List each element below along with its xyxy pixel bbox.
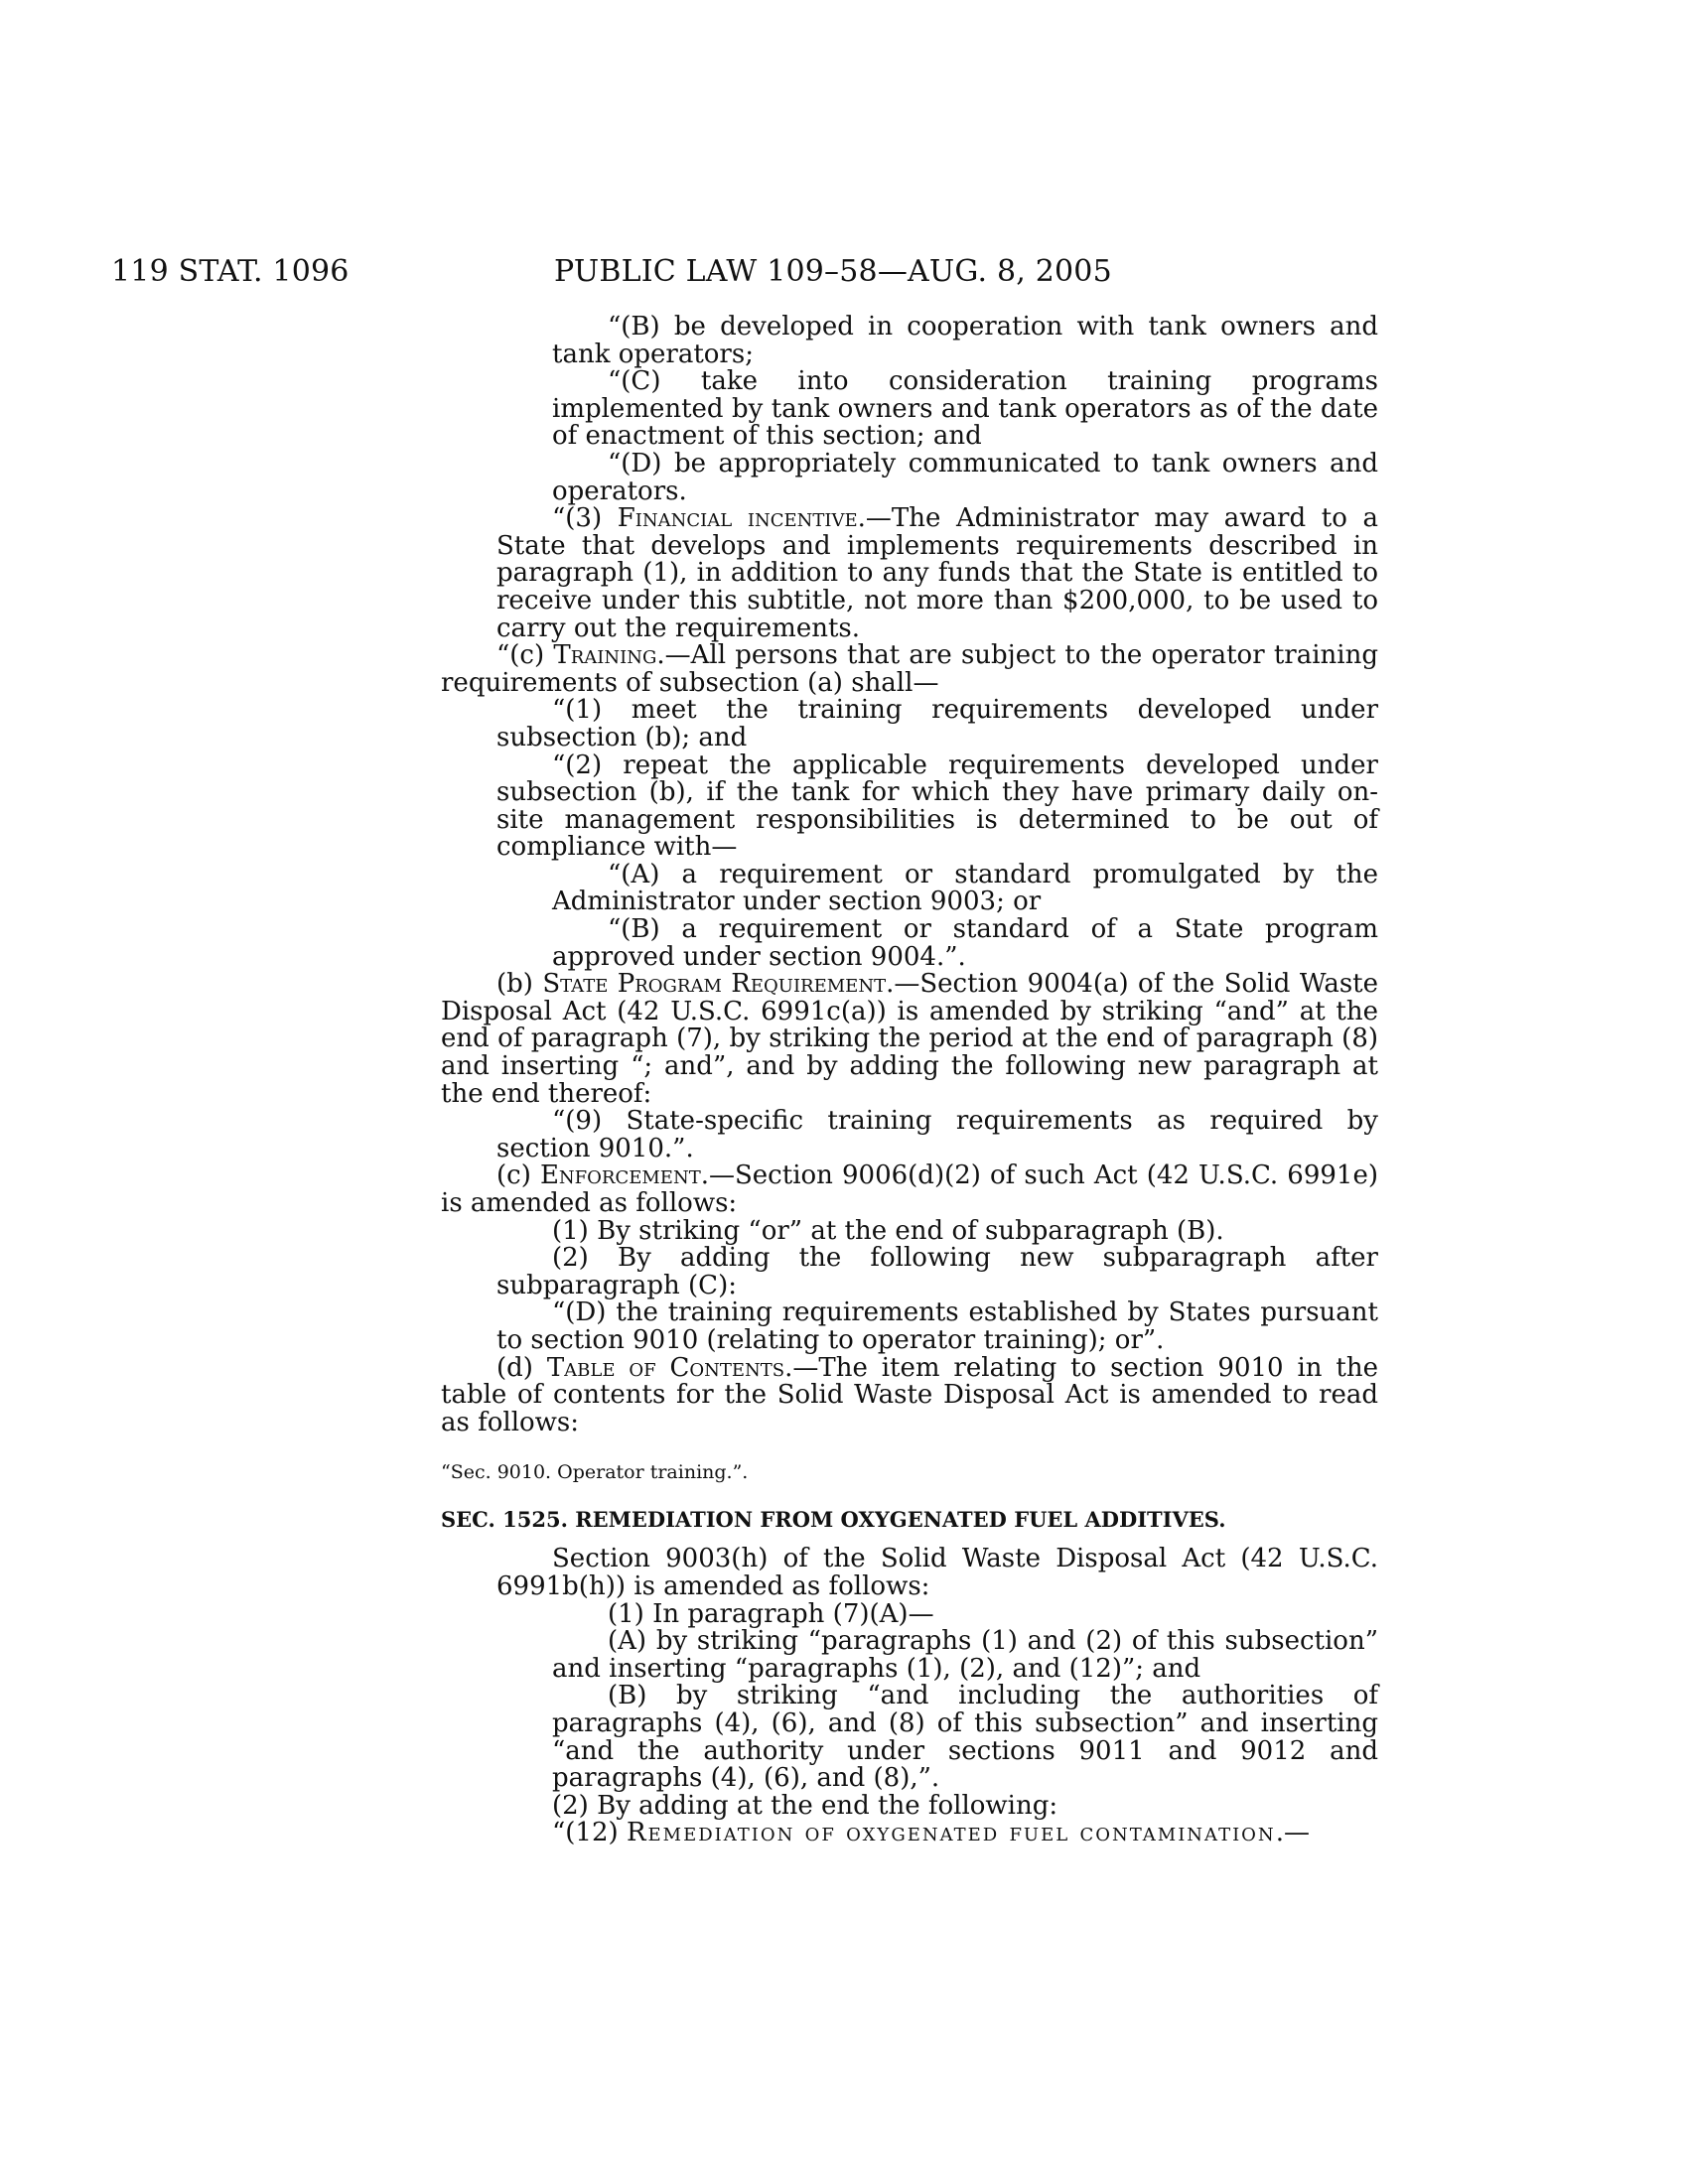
- paragraph: “(D) the training requirements established by States pursuant to section 9010 (relating to operator training); or”.: [496, 1297, 1378, 1355]
- paragraph: [441, 1352, 1378, 1437]
- paragraph: (2) By adding the following new subparagraph after subparagraph (C):: [496, 1243, 1378, 1300]
- paragraph-text: .—Section 9004(a) of the Solid Waste Disposal Act (42 U.S.C. 6991c(a)) is amended by striking “and” at the end of paragraph (7), by striking the period at the end of paragraph (8) and inserting “; and”, and by adding the following new paragraph at the end thereof:: [441, 969, 1378, 1109]
- paragraph: [441, 971, 1378, 1108]
- paragraph: “(9) State-specific training requirements as required by section 9010.”.: [496, 1106, 1378, 1163]
- paragraph-text: .—The item relating to section 9010 in the table of contents for the Solid Waste Disposal Act is amended to read as follows:: [441, 1352, 1378, 1437]
- paragraph-number: “(12): [552, 1818, 627, 1848]
- paragraph-heading: Remediation of oxygenated fuel contamination: [626, 1818, 1276, 1848]
- paragraph-heading: Enforcement: [539, 1160, 701, 1191]
- paragraph: “(B) be developed in cooperation with tank owners and tank operators;: [552, 312, 1378, 369]
- paragraph: (A) by striking “paragraphs (1) and (2) of this subsection” and inserting “paragraphs (1), (2), and (12)”; and: [552, 1626, 1378, 1684]
- paragraph: Section 9003(h) of the Solid Waste Disposal Act (42 U.S.C. 6991b(h)) is amended as follows:: [496, 1544, 1378, 1601]
- paragraph: [496, 505, 1378, 642]
- paragraph: [441, 1162, 1378, 1217]
- paragraph: “(C) take into consideration training programs implemented by tank owners and tank operators as of the date of enactment of this section; and: [552, 366, 1378, 452]
- paragraph-text: .—The Administrator may award to a State that develops and implements requirements described in paragraph (1), in addition to any funds that the State is entitled to receive under this subtitle, not more than $200,000, to be used to carry out the requirements.: [496, 503, 1378, 643]
- paragraph-number: (c): [496, 1160, 540, 1191]
- paragraph-number: (d): [496, 1352, 547, 1383]
- paragraph-number: “(c): [496, 640, 554, 671]
- table-of-contents-entry: “Sec. 9010. Operator training.”.: [441, 1461, 749, 1484]
- paragraph-heading: Financial incentive: [617, 503, 858, 534]
- paragraph-heading: Table of Contents: [546, 1352, 785, 1383]
- paragraph: [441, 642, 1378, 697]
- page-body: [441, 312, 1379, 1848]
- paragraph-heading: State Program Requirement: [542, 969, 887, 1000]
- paragraph: “(2) repeat the applicable requirements developed under subsection (b), if the tank for which they have primary daily on-site management responsibilities is determined to be out of compliance with—: [496, 750, 1378, 863]
- paragraph: “(D) be appropriately communicated to tank owners and operators.: [552, 448, 1378, 506]
- paragraph-number: (b): [496, 969, 543, 1000]
- page-stat-citation: 119 STAT. 1096: [111, 254, 350, 289]
- paragraph-text: .—Section 9006(d)(2) of such Act (42 U.S.C. 6991e) is amended as follows:: [441, 1160, 1378, 1218]
- paragraph-text: .—: [1275, 1818, 1310, 1848]
- section-heading: SEC. 1525. REMEDIATION FROM OXYGENATED FUEL ADDITIVES.: [441, 1507, 1226, 1533]
- paragraph: [496, 1820, 1378, 1847]
- paragraph: (2) By adding at the end the following:: [552, 1790, 1058, 1821]
- paragraph-heading: Training: [553, 640, 657, 671]
- paragraph: (B) by striking “and including the authorities of paragraphs (4), (6), and (8) of this subsection” and inserting “and the authority under sections 9011 and 9012 and paragraphs (4), (6), and (8),”.: [552, 1681, 1378, 1794]
- paragraph: “(1) meet the training requirements developed under subsection (b); and: [496, 695, 1378, 752]
- paragraph: “(B) a requirement or standard of a State program approved under section 9004.”.: [552, 914, 1378, 972]
- paragraph: (1) By striking “or” at the end of subparagraph (B).: [552, 1215, 1224, 1246]
- paragraph-text: .—All persons that are subject to the operator training requirements of subsection (a) shall—: [441, 640, 1379, 698]
- page-running-head: PUBLIC LAW 109–58—AUG. 8, 2005: [554, 254, 1112, 289]
- paragraph: “(A) a requirement or standard promulgated by the Administrator under section 9003; or: [552, 859, 1378, 917]
- paragraph-number: “(3): [552, 503, 618, 534]
- paragraph: (1) In paragraph (7)(A)—: [608, 1598, 934, 1629]
